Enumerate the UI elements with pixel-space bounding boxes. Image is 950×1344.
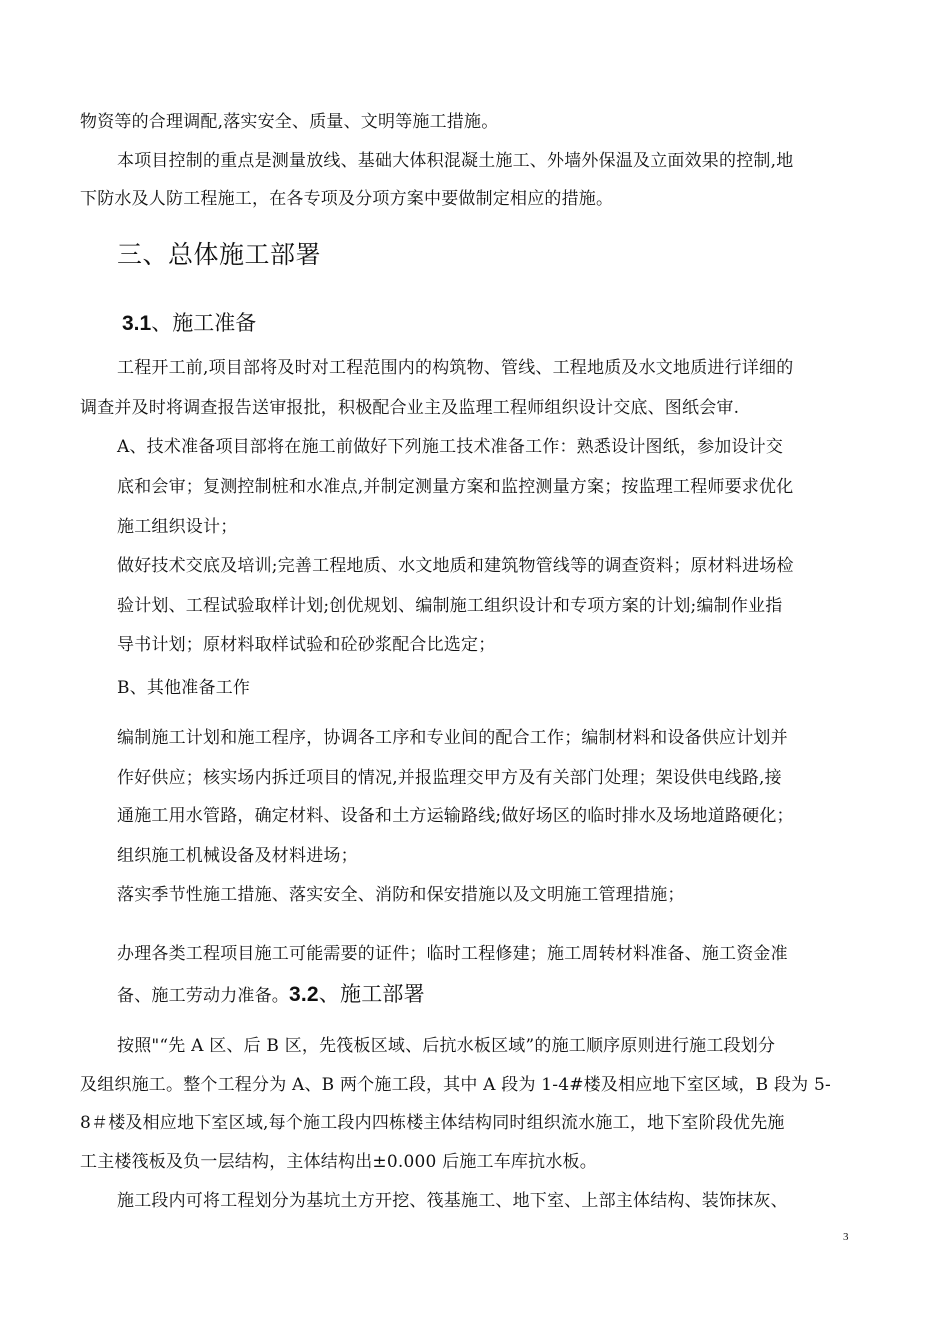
paragraph-line: 办理各类工程项目施工可能需要的证件；临时工程修建；施工周转材料准备、施工资金准: [117, 944, 788, 964]
paragraph-line: 组织施工机械设备及材料进场；: [117, 846, 358, 866]
subsection-title: 、施工部署: [318, 982, 425, 1006]
paragraph-line: 验计划、工程试验取样计划;创优规划、编制施工组织设计和专项方案的计划;编制作业指: [117, 596, 783, 616]
paragraph-line: 下防水及人防工程施工，在各专项及分项方案中要做制定相应的措施。: [80, 189, 614, 209]
paragraph-line: 及组织施工。整个工程分为 A、B 两个施工段，其中 A 段为 1-4#楼及相应地下室区域，B 段为 5-: [80, 1075, 831, 1095]
paragraph-line: 通施工用水管路，确定材料、设备和土方运输路线;做好场区的临时排水及场地道路硬化；: [117, 806, 794, 826]
paragraph-line: 按照"“先 A 区、后 B 区，先筏板区域、后抗水板区域”的施工顺序原则进行施工段划分: [117, 1036, 776, 1056]
paragraph-text: 备、施工劳动力准备。: [117, 986, 289, 1006]
paragraph-line-with-heading: [117, 983, 425, 1007]
paragraph-line: 底和会审；复测控制桩和水准点,并制定测量方案和监控测量方案；按监理工程师要求优化: [117, 477, 794, 497]
paragraph-line: 工主楼筏板及负一层结构，主体结构出±0.000 后施工车库抗水板。: [80, 1152, 597, 1172]
paragraph-line: 施工组织设计；: [117, 517, 238, 537]
paragraph-line: A、技术准备项目部将在施工前做好下列施工技术准备工作：熟悉设计图纸，参加设计交: [117, 437, 784, 457]
paragraph-line: 施工段内可将工程划分为基坑土方开挖、筏基施工、地下室、上部主体结构、装饰抹灰、: [117, 1191, 788, 1211]
paragraph-line: 8＃楼及相应地下室区域,每个施工段内四栋楼主体结构同时组织流水施工，地下室阶段优先施: [80, 1113, 785, 1133]
subsection-number: 3.2: [289, 983, 319, 1006]
paragraph-line: 落实季节性施工措施、落实安全、消防和保安措施以及文明施工管理措施；: [117, 885, 685, 905]
paragraph-line: 导书计划；原材料取样试验和砼砂浆配合比选定；: [117, 635, 496, 655]
subsection-label: B、其他准备工作: [117, 678, 251, 698]
paragraph-line: 编制施工计划和施工程序，协调各工序和专业间的配合工作；编制材料和设备供应计划并: [117, 728, 788, 748]
paragraph-line: 作好供应；核实场内拆迁项目的情况,并报监理交甲方及有关部门处理；架设供电线路,接: [117, 768, 782, 788]
subsection-number: 3.1: [122, 312, 152, 335]
section-heading: 三、总体施工部署: [117, 240, 322, 269]
paragraph-line: 工程开工前,项目部将及时对工程范围内的构筑物、管线、工程地质及水文地质进行详细的: [117, 358, 794, 378]
paragraph-line: 物资等的合理调配,落实安全、质量、文明等施工措施。: [80, 112, 499, 132]
subsection-heading-3-1: [122, 310, 256, 337]
subsection-title: 、施工准备: [151, 311, 257, 335]
paragraph-line: 本项目控制的重点是测量放线、基础大体积混凝土施工、外墙外保温及立面效果的控制,地: [117, 151, 794, 171]
paragraph-line: 调查并及时将调查报告送审报批，积极配合业主及监理工程师组织设计交底、图纸会审.: [80, 398, 740, 418]
paragraph-line: 做好技术交底及培训;完善工程地质、水文地质和建筑物管线等的调查资料；原材料进场检: [117, 556, 794, 576]
page-number: 3: [843, 1231, 849, 1243]
